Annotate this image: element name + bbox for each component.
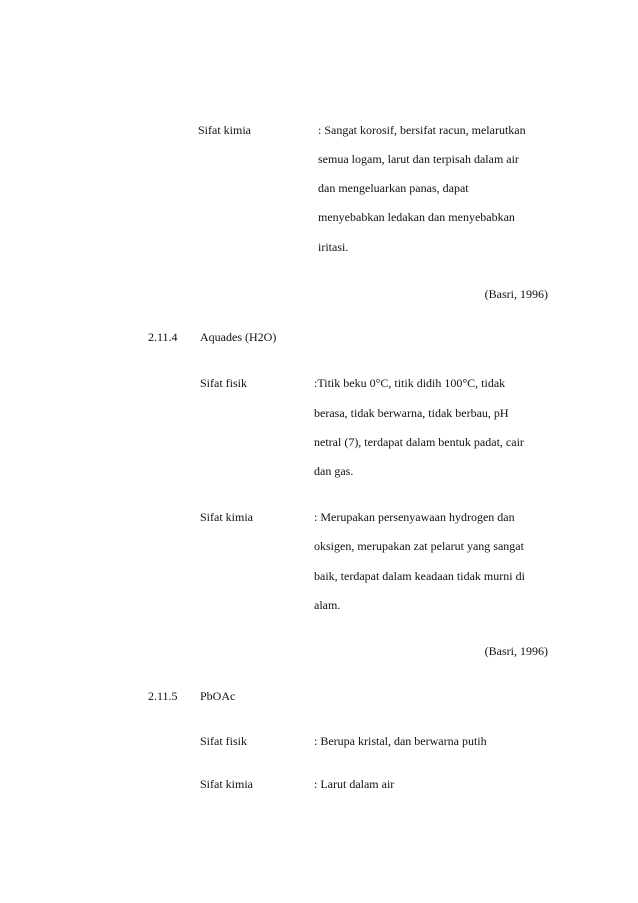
property-text-line: dan gas. (314, 464, 354, 478)
property-text-line: iritasi. (318, 240, 349, 254)
property-text-line: :Titik beku 0°C, titik didih 100°C, tidak (314, 376, 506, 390)
property-value: : Larut dalam air (314, 777, 395, 791)
property-text-line: baik, terdapat dalam keadaan tidak murni di (314, 569, 525, 583)
section-number: 2.11.5 (148, 689, 178, 703)
section-number: 2.11.4 (148, 330, 178, 344)
citation: (Basri, 1996) (484, 644, 548, 658)
property-text-line: : Merupakan persenyawaan hydrogen dan (314, 510, 515, 524)
property-label-sifat-fisik: Sifat fisik (200, 734, 247, 748)
property-text-line: menyebabkan ledakan dan menyebabkan (318, 210, 515, 224)
property-text-line: semua logam, larut dan terpisah dalam air (318, 152, 519, 166)
property-label-sifat-kimia: Sifat kimia (198, 123, 251, 137)
property-label-sifat-kimia: Sifat kimia (200, 510, 253, 524)
property-text-line: alam. (314, 598, 341, 612)
property-text-line: berasa, tidak berwarna, tidak berbau, pH (314, 406, 509, 420)
property-text-line: : Sangat korosif, bersifat racun, melarutkan (318, 123, 526, 137)
property-text-line: dan mengeluarkan panas, dapat (318, 181, 469, 195)
property-value: : Berupa kristal, dan berwarna putih (314, 734, 487, 748)
property-label-sifat-kimia: Sifat kimia (200, 777, 253, 791)
property-text-line: oksigen, merupakan zat pelarut yang sangat (314, 539, 524, 553)
property-label-sifat-fisik: Sifat fisik (200, 376, 247, 390)
citation: (Basri, 1996) (484, 287, 548, 301)
section-title: Aquades (H2O) (200, 330, 277, 344)
property-text-line: netral (7), terdapat dalam bentuk padat, cair (314, 435, 524, 449)
section-title: PbOAc (200, 689, 236, 703)
